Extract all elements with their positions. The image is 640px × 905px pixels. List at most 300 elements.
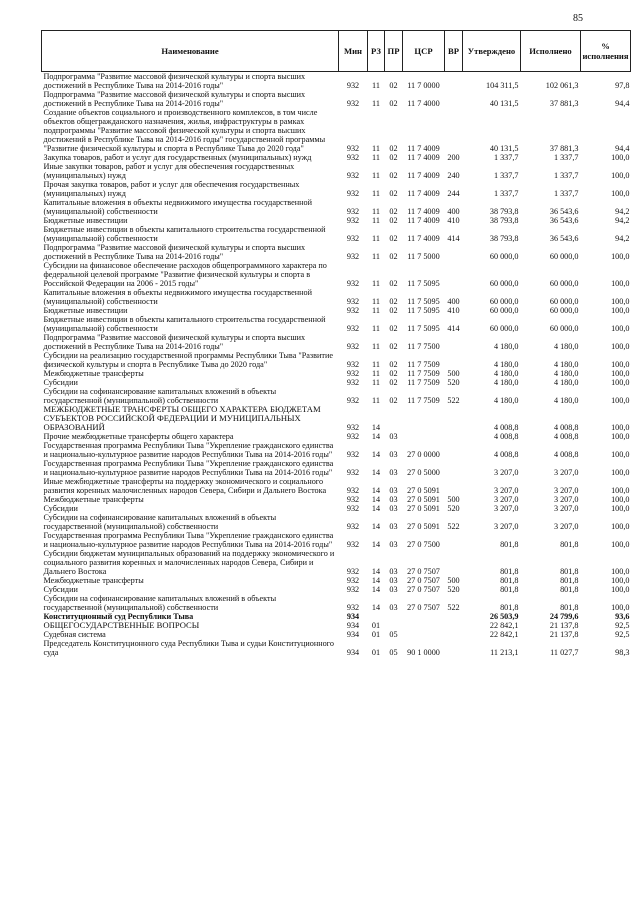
cell-vr (445, 432, 463, 441)
cell-min: 932 (346, 522, 360, 531)
cell-name: Бюджетные инвестиции (43, 306, 128, 315)
cell-approved: 4 008,8 (493, 450, 519, 459)
table-row (42, 288, 631, 306)
cell-pr: 03 (389, 450, 398, 459)
cell-rz: 14 (371, 432, 381, 441)
cell-percent: 100,0 (611, 279, 630, 288)
cell-approved: 11 213,1 (490, 648, 519, 657)
cell-pr: 03 (389, 432, 398, 441)
cell-pr: 02 (389, 324, 398, 333)
cell-rz: 14 (371, 468, 381, 477)
table-row (42, 531, 631, 549)
cell-min: 932 (346, 216, 360, 225)
cell-executed: 11 027,7 (550, 648, 579, 657)
cell-min: 932 (346, 99, 360, 108)
cell-percent: 100,0 (611, 423, 630, 432)
cell-name: Капитальные вложения в объекты недвижимого имущества государственной (муниципальной) собственности (43, 198, 312, 216)
cell-percent: 94,2 (615, 216, 630, 225)
table-row (42, 90, 631, 108)
cell-rz: 11 (372, 252, 380, 261)
cell-pr: 02 (389, 396, 398, 405)
cell-csr: 27 0 7507 (407, 603, 440, 612)
cell-pr: 03 (389, 504, 398, 513)
cell-csr: 11 7 7509 (407, 378, 440, 387)
cell-pr: 03 (389, 603, 398, 612)
cell-csr: 11 7 7509 (407, 396, 440, 405)
cell-rz: 14 (371, 504, 381, 513)
header-percent: % исполнения (581, 31, 631, 72)
cell-min: 932 (346, 297, 360, 306)
cell-min: 932 (346, 378, 360, 387)
cell-executed: 4 180,0 (553, 378, 579, 387)
cell-approved: 4 180,0 (493, 369, 519, 378)
cell-approved: 4 180,0 (493, 378, 519, 387)
cell-percent: 98,3 (615, 648, 630, 657)
cell-executed: 36 543,6 (549, 207, 579, 216)
cell-min: 932 (346, 144, 360, 153)
cell-name: Создание объектов социального и производственного комплексов, в том числе объектов общегражданского назначения, жилья, инфраструктуры в рамках подпрограммы "Развитие массовой физической культуры и спорта высших достижений в Республике Тыва на 2014-2016 годы" государственной программы "Развитие физической культуры и спорта в Республике Тыва до 2020 года" (43, 108, 326, 153)
cell-pr: 02 (389, 207, 398, 216)
cell-pr (385, 405, 403, 432)
cell-csr: 11 7 0000 (407, 81, 440, 90)
cell-name: Субсидии (43, 504, 78, 513)
cell-executed: 36 543,6 (549, 234, 579, 243)
cell-executed: 3 207,0 (553, 504, 579, 513)
cell-vr: 520 (447, 504, 460, 513)
table-row (42, 621, 631, 630)
cell-csr: 11 7 5095 (407, 324, 440, 333)
cell-pr: 02 (389, 306, 398, 315)
cell-csr: 27 0 7500 (407, 540, 440, 549)
table-row (42, 432, 631, 441)
cell-csr: 11 7 7509 (407, 360, 440, 369)
cell-rz: 11 (372, 369, 380, 378)
cell-approved: 38 793,8 (489, 234, 519, 243)
cell-pr (385, 621, 403, 630)
cell-percent: 100,0 (611, 324, 630, 333)
cell-pr: 03 (389, 576, 398, 585)
cell-vr (445, 459, 463, 477)
table-row (42, 315, 631, 333)
cell-approved: 3 207,0 (493, 486, 519, 495)
cell-vr: 200 (447, 153, 460, 162)
cell-csr (403, 405, 445, 432)
cell-vr: 522 (447, 522, 460, 531)
cell-approved: 3 207,0 (493, 495, 519, 504)
cell-csr: 27 0 5091 (407, 486, 440, 495)
cell-percent: 100,0 (611, 495, 630, 504)
cell-approved: 40 131,5 (489, 99, 519, 108)
cell-csr: 11 7 5095 (407, 297, 440, 306)
header-vr: ВР (445, 31, 463, 72)
cell-min: 932 (346, 576, 360, 585)
cell-name: Судебная система (43, 630, 106, 639)
cell-name: Капитальные вложения в объекты недвижимого имущества государственной (муниципальной) собственности (43, 288, 312, 306)
cell-vr (445, 243, 463, 261)
cell-name: Межбюджетные трансферты (43, 495, 144, 504)
cell-csr: 11 7 7500 (407, 342, 440, 351)
cell-rz: 11 (372, 189, 380, 198)
cell-csr (403, 630, 445, 639)
cell-percent: 100,0 (611, 297, 630, 306)
cell-executed: 1 337,7 (553, 153, 579, 162)
cell-vr: 410 (447, 306, 460, 315)
header-name: Наименование (42, 31, 339, 72)
cell-approved: 22 842,1 (489, 630, 519, 639)
cell-pr: 02 (389, 189, 398, 198)
cell-pr: 02 (389, 144, 398, 153)
cell-rz: 14 (371, 423, 381, 432)
cell-name: Председатель Конституционного суда Республики Тыва и судьи Конституционного суда (43, 639, 334, 657)
table-row (42, 378, 631, 387)
cell-percent: 100,0 (611, 252, 630, 261)
cell-rz: 11 (372, 216, 380, 225)
cell-executed: 801,8 (560, 585, 579, 594)
cell-percent: 100,0 (611, 468, 630, 477)
cell-name: Бюджетные инвестиции (43, 216, 128, 225)
cell-pr: 03 (389, 567, 398, 576)
table-row (42, 72, 631, 91)
header-pr: ПР (385, 31, 403, 72)
cell-executed: 37 881,3 (549, 99, 579, 108)
cell-rz: 14 (371, 495, 381, 504)
cell-vr (445, 531, 463, 549)
cell-vr: 410 (447, 216, 460, 225)
cell-name: Государственная программа Республики Тыва "Укрепление гражданского единства и национально-культурное развитие народов Республики Тыва на 2014-2016 годы" (43, 441, 334, 459)
cell-vr: 522 (447, 396, 460, 405)
cell-pr: 02 (389, 297, 398, 306)
cell-rz: 01 (371, 621, 381, 630)
cell-rz (368, 612, 385, 621)
cell-vr: 240 (447, 171, 460, 180)
cell-executed: 3 207,0 (553, 522, 579, 531)
cell-name: Подпрограмма "Развитие массовой физической культуры и спорта высших достижений в Республике Тыва на 2014-2016 годы" (43, 243, 306, 261)
cell-executed: 21 137,8 (549, 630, 579, 639)
cell-vr (445, 612, 463, 621)
table-row (42, 162, 631, 180)
cell-rz: 11 (372, 306, 380, 315)
cell-executed: 4 008,8 (553, 450, 579, 459)
cell-csr: 11 7 4009 (407, 216, 440, 225)
cell-name: Бюджетные инвестиции в объекты капитального строительства государственной (муниципальной) собственности (43, 315, 326, 333)
cell-percent: 97,8 (615, 81, 630, 90)
cell-name: Субсидии (43, 585, 78, 594)
cell-name: Межбюджетные трансферты (43, 369, 144, 378)
cell-percent: 100,0 (611, 153, 630, 162)
cell-name: Субсидии на финансовое обеспечение расходов общепрограммного характера по федеральной целевой программе "Развитие физической культуры и спорта в Российской Федерации на 2006 - 2015 годы" (43, 261, 327, 288)
budget-execution-table (41, 30, 631, 657)
cell-executed: 801,8 (560, 567, 579, 576)
cell-executed: 3 207,0 (553, 468, 579, 477)
cell-name: Прочая закупка товаров, работ и услуг для обеспечения государственных (муниципальных) нужд (43, 180, 300, 198)
cell-approved: 3 207,0 (493, 522, 519, 531)
table-row (42, 351, 631, 369)
cell-percent: 100,0 (611, 585, 630, 594)
table-body (42, 72, 631, 658)
cell-min: 932 (346, 468, 360, 477)
cell-min: 932 (346, 171, 360, 180)
cell-csr (403, 612, 445, 621)
cell-csr: 11 7 5095 (407, 306, 440, 315)
table-row (42, 405, 631, 432)
cell-percent: 94,4 (615, 99, 630, 108)
cell-percent: 100,0 (611, 189, 630, 198)
cell-name: Государственная программа Республики Тыва "Укрепление гражданского единства и национально-культурное развитие народов Республики Тыва на 2014-2016 годы" (43, 459, 334, 477)
cell-percent: 100,0 (611, 432, 630, 441)
cell-min: 934 (346, 630, 360, 639)
cell-approved: 26 503,9 (489, 612, 519, 621)
cell-approved: 4 008,8 (493, 423, 519, 432)
cell-pr: 03 (389, 540, 398, 549)
cell-approved: 4 008,8 (493, 432, 519, 441)
cell-min: 932 (346, 585, 360, 594)
cell-rz: 11 (372, 207, 380, 216)
cell-vr (445, 639, 463, 657)
cell-name: Субсидии на софинансирование капитальных вложений в объекты государственной (муниципальной) собственности (43, 513, 277, 531)
table-header-row (42, 31, 631, 72)
cell-executed: 60 000,0 (549, 279, 579, 288)
cell-csr: 11 7 4009 (407, 207, 440, 216)
cell-rz: 11 (372, 360, 380, 369)
cell-min: 932 (346, 324, 360, 333)
cell-rz: 14 (371, 540, 381, 549)
cell-pr: 02 (389, 342, 398, 351)
table-row (42, 225, 631, 243)
cell-vr: 520 (447, 585, 460, 594)
cell-pr: 02 (389, 369, 398, 378)
cell-name: Подпрограмма "Развитие массовой физической культуры и спорта высших достижений в Республике Тыва на 2014-2016 годы" (43, 72, 306, 90)
cell-executed: 4 008,8 (553, 432, 579, 441)
cell-csr: 11 7 4000 (407, 99, 440, 108)
cell-approved: 40 131,5 (489, 144, 519, 153)
cell-name: Подпрограмма "Развитие массовой физической культуры и спорта высших достижений в Республике Тыва на 2014-2016 годы" (43, 90, 306, 108)
cell-csr: 90 1 0000 (407, 648, 440, 657)
table-row (42, 513, 631, 531)
cell-executed: 4 008,8 (553, 423, 579, 432)
cell-rz: 14 (371, 603, 381, 612)
cell-min: 932 (346, 603, 360, 612)
page-number: 85 (573, 13, 583, 24)
cell-rz: 11 (372, 378, 380, 387)
cell-vr: 520 (447, 378, 460, 387)
table-row (42, 243, 631, 261)
cell-rz: 01 (371, 630, 381, 639)
cell-min: 932 (346, 252, 360, 261)
cell-min: 932 (346, 450, 360, 459)
table-row (42, 549, 631, 576)
cell-approved: 38 793,8 (489, 216, 519, 225)
cell-pr: 03 (389, 468, 398, 477)
cell-executed: 60 000,0 (549, 297, 579, 306)
cell-min: 932 (346, 495, 360, 504)
cell-min: 932 (346, 360, 360, 369)
cell-rz: 11 (372, 234, 380, 243)
cell-approved: 3 207,0 (493, 504, 519, 513)
cell-rz: 14 (371, 567, 381, 576)
cell-csr: 11 7 4009 (407, 234, 440, 243)
cell-executed: 36 543,6 (549, 216, 579, 225)
table-row (42, 306, 631, 315)
cell-rz: 14 (371, 486, 381, 495)
header-executed: Исполнено (521, 31, 581, 72)
cell-approved: 4 180,0 (493, 360, 519, 369)
cell-executed: 4 180,0 (553, 396, 579, 405)
cell-approved: 3 207,0 (493, 468, 519, 477)
cell-approved: 60 000,0 (489, 252, 519, 261)
cell-csr: 11 7 5095 (407, 279, 440, 288)
cell-percent: 100,0 (611, 522, 630, 531)
cell-vr (445, 630, 463, 639)
cell-csr: 11 7 4009 (407, 189, 440, 198)
cell-name: Субсидии (43, 378, 78, 387)
cell-percent: 92,5 (615, 621, 630, 630)
cell-min: 934 (346, 621, 360, 630)
table-row (42, 198, 631, 216)
cell-executed: 801,8 (560, 576, 579, 585)
table-row (42, 369, 631, 378)
cell-name: Субсидии на реализацию государственной программы Республики Тыва "Развитие физической культуры и спорта в Республике Тыва до 2020 года" (43, 351, 333, 369)
cell-executed: 102 061,3 (545, 81, 579, 90)
cell-name: Субсидии бюджетам муниципальных образований на поддержку экономического и социального развития коренных и малочисленных народов Севера, Сибири и Дальнего Востока (43, 549, 335, 576)
cell-approved: 1 337,7 (493, 171, 519, 180)
cell-percent: 93,6 (615, 612, 630, 621)
cell-approved: 801,8 (500, 585, 519, 594)
cell-csr: 27 0 5000 (407, 468, 440, 477)
cell-executed: 24 799,6 (549, 612, 579, 621)
cell-vr (445, 441, 463, 459)
cell-vr (445, 261, 463, 288)
cell-min: 932 (346, 540, 360, 549)
cell-min: 932 (346, 306, 360, 315)
cell-percent: 100,0 (611, 486, 630, 495)
cell-percent: 100,0 (611, 603, 630, 612)
cell-rz: 11 (372, 99, 380, 108)
cell-name: Иные межбюджетные трансферты на поддержку экономического и социального развития коренных малочисленных народов Севера, Сибири и Дальнего Востока (43, 477, 327, 495)
table-row (42, 459, 631, 477)
cell-executed: 4 180,0 (553, 360, 579, 369)
cell-pr: 02 (389, 360, 398, 369)
cell-vr: 400 (447, 207, 460, 216)
cell-pr: 02 (389, 171, 398, 180)
cell-percent: 100,0 (611, 369, 630, 378)
cell-vr (445, 477, 463, 495)
cell-vr (445, 90, 463, 108)
cell-executed: 3 207,0 (553, 486, 579, 495)
cell-rz: 11 (372, 81, 380, 90)
cell-name: Подпрограмма "Развитие массовой физической культуры и спорта высших достижений в Республике Тыва на 2014-2016 годы" (43, 333, 306, 351)
cell-percent: 100,0 (611, 576, 630, 585)
cell-min: 932 (346, 81, 360, 90)
header-csr: ЦСР (403, 31, 445, 72)
cell-name: Прочие межбюджетные трансферты общего характера (43, 432, 234, 441)
cell-name: МЕЖБЮДЖЕТНЫЕ ТРАНСФЕРТЫ ОБЩЕГО ХАРАКТЕРА БЮДЖЕТАМ СУБЪЕКТОВ РОССИЙСКОЙ ФЕДЕРАЦИИ И МУНИЦИПАЛЬНЫХ ОБРАЗОВАНИЙ (43, 405, 321, 432)
cell-vr: 500 (447, 495, 460, 504)
cell-percent: 100,0 (611, 567, 630, 576)
cell-approved: 801,8 (500, 576, 519, 585)
cell-percent: 100,0 (611, 396, 630, 405)
cell-min: 932 (346, 567, 360, 576)
cell-vr (445, 72, 463, 91)
table-row (42, 441, 631, 459)
cell-pr: 03 (389, 585, 398, 594)
cell-percent: 100,0 (611, 504, 630, 513)
table-row (42, 333, 631, 351)
table-row (42, 387, 631, 405)
cell-rz: 11 (372, 396, 380, 405)
cell-percent: 94,4 (615, 144, 630, 153)
cell-csr: 27 0 5091 (407, 522, 440, 531)
cell-min: 932 (346, 423, 360, 432)
cell-min: 932 (346, 234, 360, 243)
cell-pr: 02 (389, 252, 398, 261)
cell-executed: 60 000,0 (549, 252, 579, 261)
cell-executed: 1 337,7 (553, 189, 579, 198)
cell-percent: 100,0 (611, 378, 630, 387)
cell-executed: 4 180,0 (553, 369, 579, 378)
cell-rz: 14 (371, 450, 381, 459)
cell-vr (445, 333, 463, 351)
cell-vr (445, 351, 463, 369)
cell-min: 934 (346, 612, 360, 621)
cell-csr: 27 0 7507 (407, 576, 440, 585)
cell-rz: 11 (372, 342, 380, 351)
table-row (42, 585, 631, 594)
cell-csr: 27 0 7507 (407, 585, 440, 594)
table-row (42, 639, 631, 657)
cell-name: Государственная программа Республики Тыва "Укрепление гражданского единства и национально-культурное развитие народов Республики Тыва на 2014-2016 годы" (43, 531, 334, 549)
cell-approved: 60 000,0 (489, 324, 519, 333)
cell-executed: 801,8 (560, 540, 579, 549)
cell-rz: 11 (372, 171, 380, 180)
cell-rz: 11 (372, 279, 380, 288)
cell-name: Закупка товаров, работ и услуг для государственных (муниципальных) нужд (43, 153, 312, 162)
cell-pr (385, 612, 403, 621)
cell-csr: 27 0 0000 (407, 450, 440, 459)
cell-approved: 22 842,1 (489, 621, 519, 630)
cell-min: 932 (346, 342, 360, 351)
cell-rz: 14 (371, 576, 381, 585)
table-row (42, 495, 631, 504)
cell-rz: 11 (372, 297, 380, 306)
cell-name: Субсидии на софинансирование капитальных вложений в объекты государственной (муниципальной) собственности (43, 387, 277, 405)
table-row (42, 108, 631, 153)
cell-rz: 11 (372, 324, 380, 333)
cell-name: Конституционный суд Республики Тыва (43, 612, 194, 621)
table-row (42, 216, 631, 225)
cell-min: 932 (346, 189, 360, 198)
cell-approved: 1 337,7 (493, 189, 519, 198)
cell-min: 932 (346, 504, 360, 513)
cell-percent: 94,2 (615, 234, 630, 243)
cell-pr: 02 (389, 216, 398, 225)
cell-approved: 801,8 (500, 603, 519, 612)
table-row (42, 477, 631, 495)
cell-approved: 60 000,0 (489, 279, 519, 288)
cell-name: Субсидии на софинансирование капитальных вложений в объекты государственной (муниципальной) собственности (43, 594, 277, 612)
cell-pr: 02 (389, 81, 398, 90)
cell-csr: 27 0 5091 (407, 504, 440, 513)
cell-approved: 801,8 (500, 540, 519, 549)
table-row (42, 630, 631, 639)
cell-vr: 414 (447, 324, 460, 333)
cell-min: 932 (346, 153, 360, 162)
cell-executed: 21 137,8 (549, 621, 579, 630)
cell-csr: 11 7 4009 (407, 153, 440, 162)
cell-rz: 14 (371, 585, 381, 594)
header-min: Мин (339, 31, 368, 72)
cell-pr: 02 (389, 99, 398, 108)
cell-approved: 801,8 (500, 567, 519, 576)
